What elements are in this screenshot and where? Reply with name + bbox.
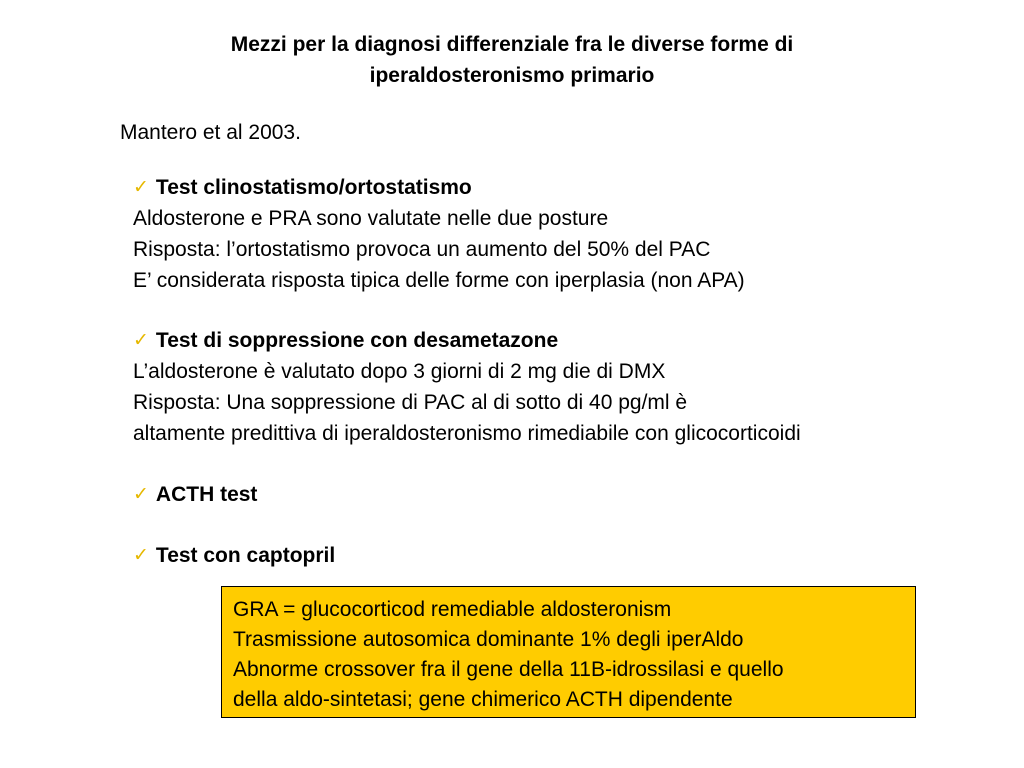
test-heading: [133, 479, 257, 510]
test-description-line: Risposta: Una soppressione di PAC al di sotto di 40 pg/ml è: [133, 391, 688, 414]
gra-note-box: [221, 586, 916, 718]
note-line: Trasmissione autosomica dominante 1% degli iperAldo: [233, 628, 744, 651]
citation: Mantero et al 2003.: [120, 121, 301, 144]
test-heading-label: Test di soppressione con desametazone: [155, 329, 559, 352]
test-heading-label: ACTH test: [155, 483, 258, 506]
checkmark-icon: ✓: [133, 176, 149, 198]
slide-title: [112, 29, 912, 91]
test-description-line: Aldosterone e PRA sono valutate nelle due posture: [133, 207, 609, 230]
test-heading-label: Test clinostatismo/ortostatismo: [155, 176, 472, 199]
test-section-acth: [133, 479, 257, 510]
test-section-clinostatismo: [133, 172, 745, 296]
note-line: GRA = glucocorticod remediable aldosteronism: [233, 598, 672, 621]
test-section-captopril: [133, 540, 335, 571]
slide-title-line-1: Mezzi per la diagnosi differenziale fra le diverse forme di: [230, 33, 794, 56]
note-line: Abnorme crossover fra il gene della 11B-idrossilasi e quello: [233, 658, 784, 681]
checkmark-icon: ✓: [133, 544, 149, 566]
test-description-line: altamente predittiva di iperaldosteronismo rimediabile con glicocorticoidi: [133, 422, 801, 445]
checkmark-icon: ✓: [133, 483, 149, 505]
test-heading: [133, 172, 745, 203]
test-description-line: L’aldosterone è valutato dopo 3 giorni di 2 mg die di DMX: [133, 360, 666, 383]
note-line: della aldo-sintetasi; gene chimerico ACTH dipendente: [233, 688, 733, 711]
checkmark-icon: ✓: [133, 329, 149, 351]
test-heading: [133, 325, 801, 356]
test-description-line: Risposta: l’ortostatismo provoca un aumento del 50% del PAC: [133, 238, 711, 261]
test-heading-label: Test con captopril: [155, 544, 336, 567]
slide-title-line-2: iperaldosteronismo primario: [369, 64, 655, 87]
test-section-desametazone: [133, 325, 801, 449]
test-description-line: E’ considerata risposta tipica delle forme con iperplasia (non APA): [133, 269, 745, 292]
test-heading: [133, 540, 335, 571]
